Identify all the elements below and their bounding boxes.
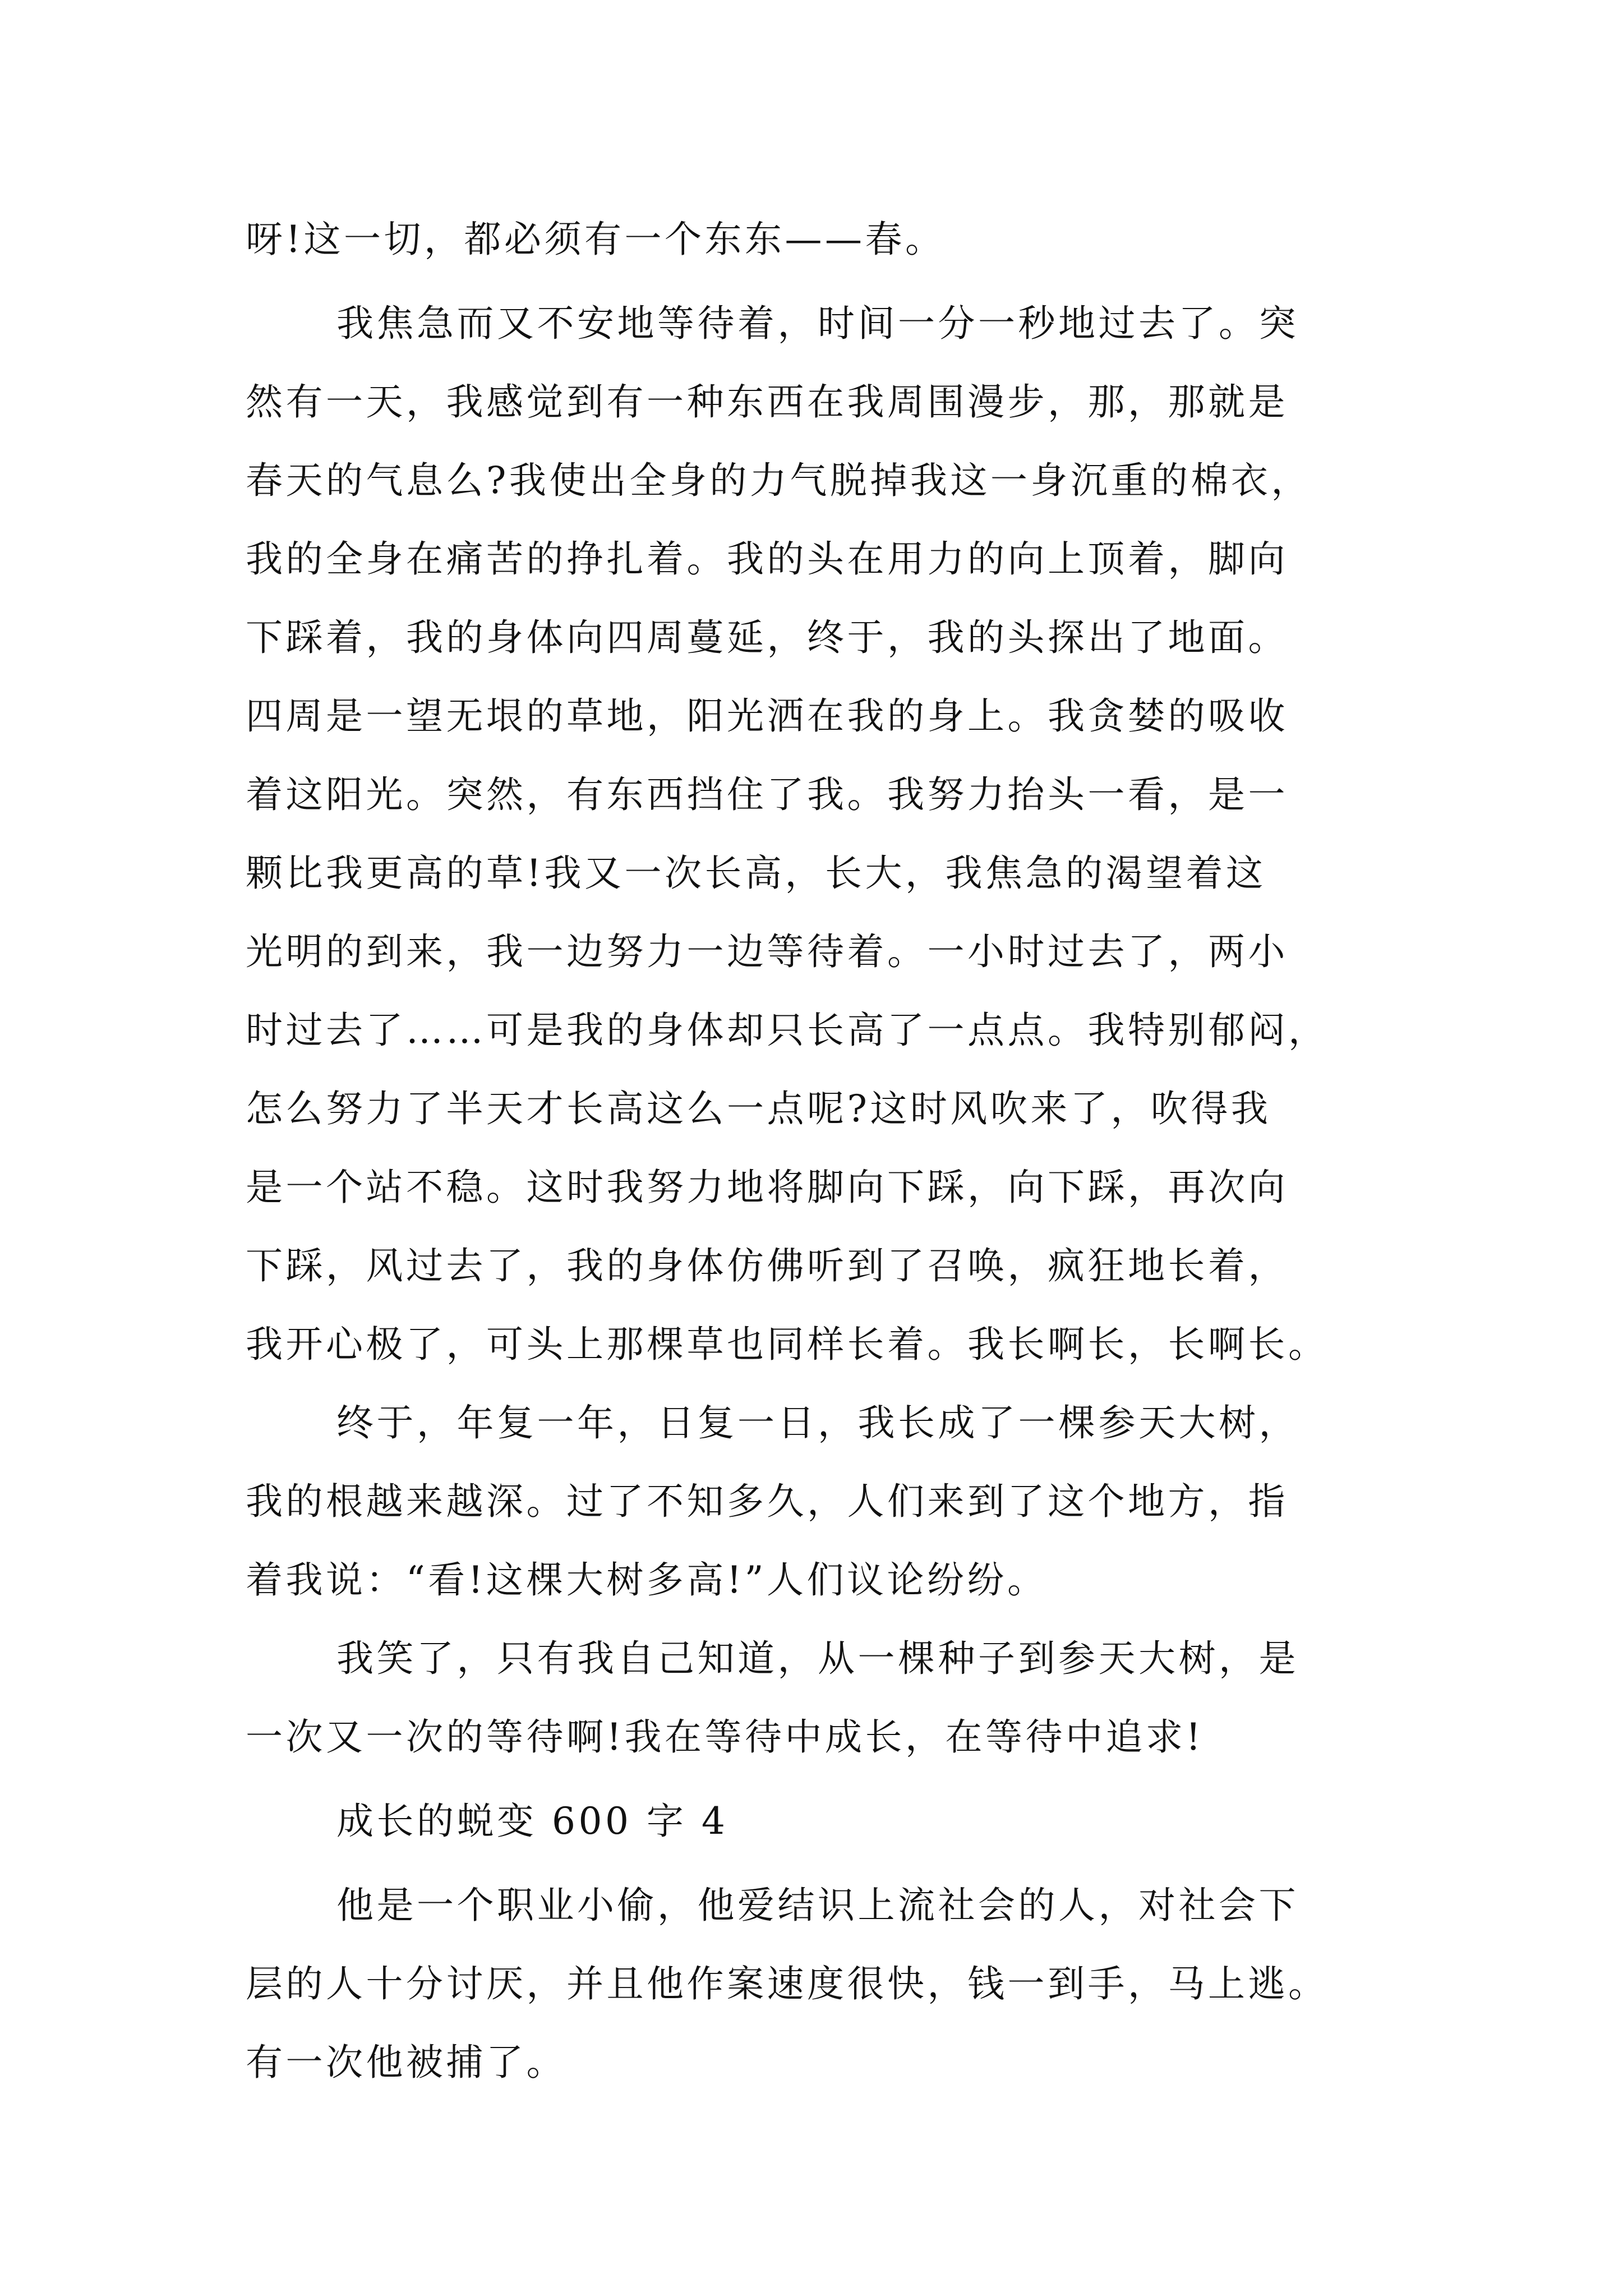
paragraph-first-line: 我笑了，只有我自己知道，从一棵种子到参天大树，是 <box>336 1637 1299 1680</box>
text-line: 下踩，风过去了，我的身体仿佛听到了召唤，疯狂地长着， <box>246 1244 1288 1287</box>
text-line: 一次又一次的等待啊!我在等待中成长，在等待中追求! <box>246 1715 1204 1759</box>
text-line: 是一个站不稳。这时我努力地将脚向下踩，向下踩，再次向 <box>246 1166 1288 1209</box>
text-line: 然有一天，我感觉到有一种东西在我周围漫步，那，那就是 <box>246 380 1288 424</box>
paragraph-first-line: 终于，年复一年，日复一日，我长成了一棵参天大树， <box>336 1401 1299 1444</box>
text-line: 有一次他被捕了。 <box>246 2041 566 2084</box>
text-line: 春天的气息么?我使出全身的力气脱掉我这一身沉重的棉衣， <box>246 459 1311 502</box>
text-line: 光明的到来，我一边努力一边等待着。一小时过去了，两小 <box>246 930 1288 973</box>
text-line: 颗比我更高的草!我又一次长高，长大，我焦急的渴望着这 <box>246 852 1266 895</box>
text-line: 着这阳光。突然，有东西挡住了我。我努力抬头一看，是一 <box>246 773 1288 816</box>
text-line: 时过去了……可是我的身体却只长高了一点点。我特别郁闷， <box>246 1009 1329 1052</box>
text-line: 四周是一望无垠的草地，阳光洒在我的身上。我贪婪的吸收 <box>246 694 1288 738</box>
text-line: 我开心极了，可头上那棵草也同样长着。我长啊长，长啊长。 <box>246 1323 1329 1366</box>
paragraph-first-line: 我焦急而又不安地等待着，时间一分一秒地过去了。突 <box>336 302 1299 345</box>
text-line: 层的人十分讨厌，并且他作案速度很快，钱一到手，马上逃。 <box>246 1962 1329 2005</box>
paragraph-first-line: 他是一个职业小偷，他爱结识上流社会的人，对社会下 <box>336 1884 1299 1927</box>
text-line: 下踩着，我的身体向四周蔓延，终于，我的头探出了地面。 <box>246 616 1288 659</box>
text-line: 我的根越来越深。过了不知多久，人们来到了这个地方，指 <box>246 1480 1288 1523</box>
text-line: 我的全身在痛苦的挣扎着。我的头在用力的向上顶着，脚向 <box>246 537 1288 581</box>
text-line: 着我说：“看!这棵大树多高!”人们议论纷纷。 <box>246 1558 1048 1602</box>
section-heading: 成长的蜕变 600 字 4 <box>336 1800 728 1843</box>
text-line: 呀!这一切，都必须有一个东东——春。 <box>246 218 946 261</box>
text-line: 怎么努力了半天才长高这么一点呢?这时风吹来了，吹得我 <box>246 1087 1271 1130</box>
